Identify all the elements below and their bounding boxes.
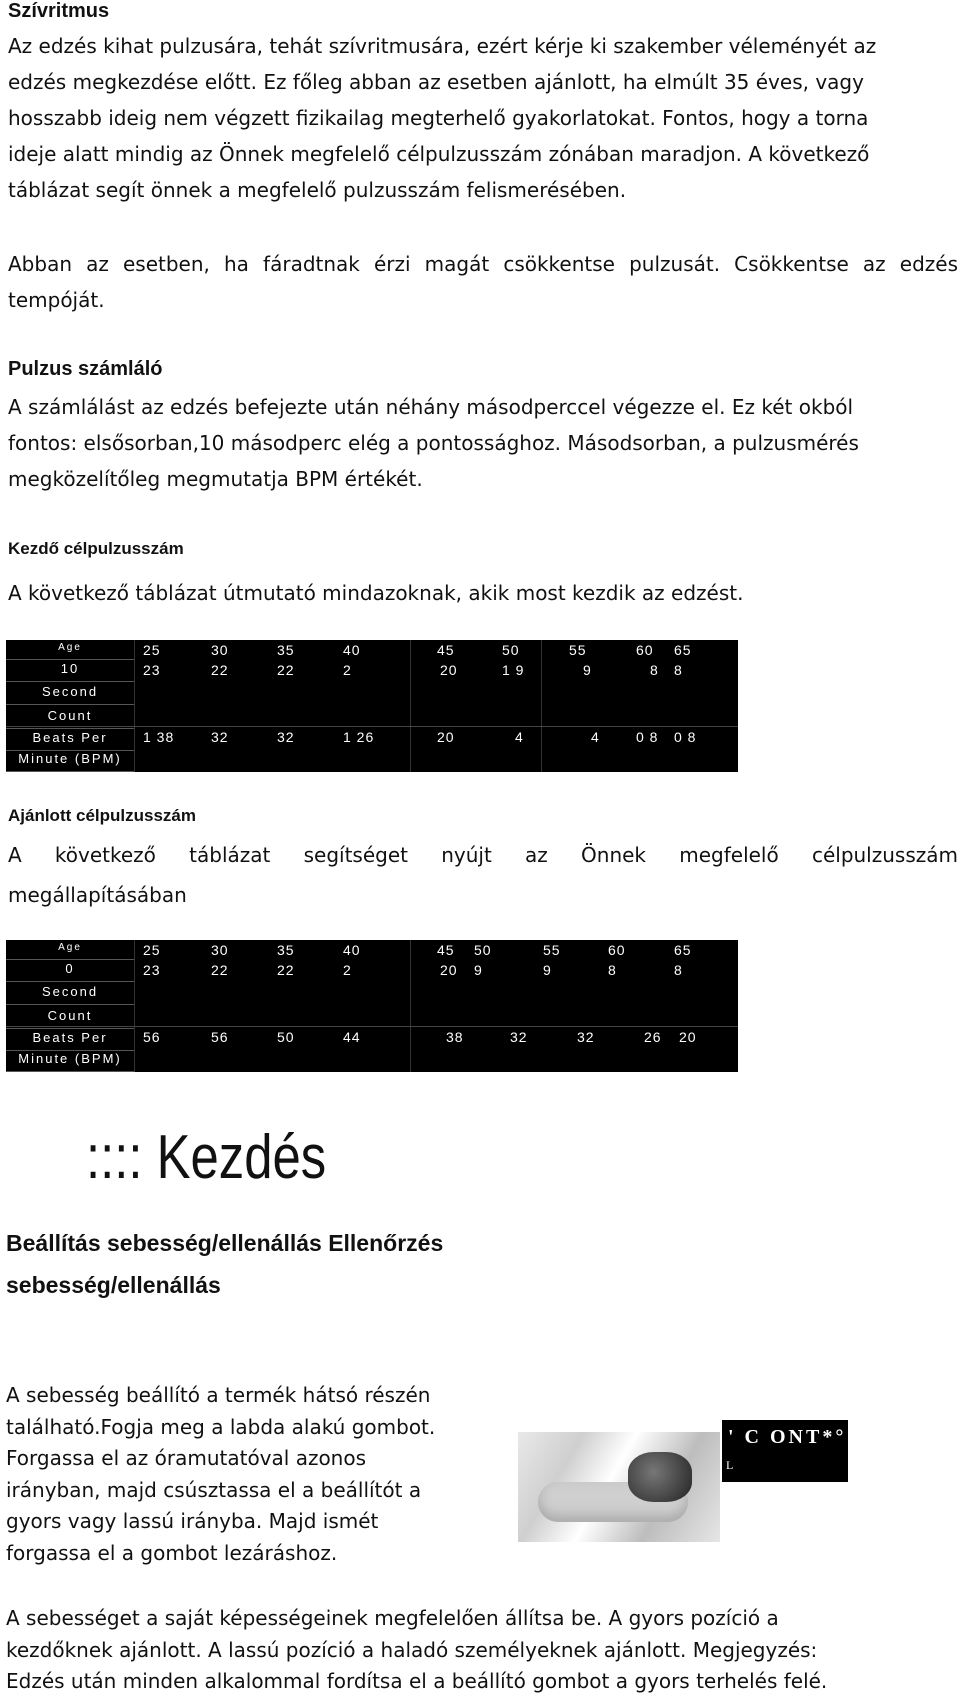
knob-shape — [628, 1452, 692, 1502]
age-cell: 30 — [211, 942, 229, 958]
age-cell: 45 — [437, 942, 455, 958]
note-line: kezdőknek ajánlott. A lassú pozíció a haladó személyeknek ajánlott. Megjegyzés: — [6, 1637, 818, 1662]
recommended-intro-line2: megállapításában — [8, 883, 187, 907]
bpm-cell: 50 — [277, 1029, 295, 1045]
pulse-counter-paragraph — [8, 389, 938, 497]
row-label-seconds: 10 — [6, 661, 134, 682]
bpm-cell: 56 — [211, 1029, 229, 1045]
count-cell: 1 9 — [502, 662, 525, 678]
paragraph-line: Az edzés kihat pulzusára, tehát szívritmusára, ezért kérje ki szakember véleményét az — [8, 34, 877, 58]
paragraph-line: edzés megkezdése előtt. Ez főleg abban az esetben ajánlott, ha elmúlt 35 éves, vagy — [8, 70, 864, 94]
bpm-cell: 32 — [510, 1029, 528, 1045]
note-line: A sebességet a saját képességeinek megfelelően állítsa be. A gyors pozíció a — [6, 1606, 779, 1630]
control-label-text: ' C ONT*° — [728, 1426, 847, 1448]
heart-rate-title: Szívritmus — [8, 0, 110, 22]
age-cell: 35 — [277, 642, 295, 658]
age-cell: 35 — [277, 942, 295, 958]
heart-rate-paragraph — [8, 28, 938, 208]
count-cell: 22 — [211, 962, 229, 978]
bpm-cell: 44 — [343, 1029, 361, 1045]
count-cell: 20 — [440, 962, 458, 978]
count-cell: 8 — [608, 962, 617, 978]
instruction-line: található.Fogja meg a labda alakú gombot. — [6, 1414, 436, 1439]
row-label-minute-bpm: Minute (BPM) — [6, 1051, 134, 1072]
count-cell: 23 — [143, 662, 161, 678]
instruction-line: irányban, majd csúsztassa el a beállítót a — [6, 1477, 422, 1502]
instruction-line: forgassa el a gombot lezáráshoz. — [6, 1540, 338, 1565]
age-cell: 50 — [474, 942, 492, 958]
row-label-beats-per: Beats Per — [6, 1030, 134, 1051]
instruction-line: Forgassa el az óramutatóval azonos — [6, 1446, 367, 1470]
count-cell: 8 — [674, 662, 683, 678]
bpm-cell: 4 — [591, 729, 600, 745]
control-label-sticker — [722, 1420, 848, 1482]
count-cell: 8 — [650, 662, 659, 678]
starter-target-intro: A következő táblázat útmutató mindazoknak, akik most kezdik az edzést. — [8, 581, 744, 605]
paragraph-line: A számlálást az edzés befejezte után néhány másodperccel végezze el. Ez két okból — [8, 395, 854, 419]
bpm-cell: 0 8 — [674, 729, 697, 745]
age-cell: 50 — [502, 642, 520, 658]
column-divider — [410, 640, 411, 772]
count-cell: 9 — [543, 962, 552, 978]
tired-note: Abban az esetben, ha fáradtnak érzi magát csökkentse pulzusát. Csökkentse az edzés tempóját. — [8, 252, 958, 312]
bpm-cell: 26 — [644, 1029, 662, 1045]
subtitle-line: Beállítás sebesség/ellenállás Ellenőrzés — [6, 1230, 444, 1256]
count-cell: 22 — [211, 662, 229, 678]
row-label-second: Second — [6, 684, 134, 705]
age-cell: 60 — [636, 642, 654, 658]
paragraph-line: ideje alatt mindig az Önnek megfelelő célpulzusszám zónában maradjon. A következő — [8, 142, 870, 166]
column-divider — [134, 940, 135, 1072]
age-cell: 25 — [143, 942, 161, 958]
row-label-count: Count — [6, 708, 134, 729]
start-subtitle — [6, 1222, 443, 1306]
age-cell: 25 — [143, 642, 161, 658]
column-divider — [410, 940, 411, 1072]
instruction-line: gyors vagy lassú irányba. Majd ismét — [6, 1509, 379, 1533]
bpm-cell: 32 — [277, 729, 295, 745]
row-label-minute-bpm: Minute (BPM) — [6, 751, 134, 772]
speed-knob-photo — [518, 1432, 720, 1542]
count-cell: 2 — [343, 962, 352, 978]
bpm-cell: 20 — [679, 1029, 697, 1045]
count-cell: 8 — [674, 962, 683, 978]
bpm-cell: 38 — [446, 1029, 464, 1045]
count-cell: 20 — [440, 662, 458, 678]
starter-target-title: Kezdő célpulzusszám — [8, 539, 184, 558]
note-line: Edzés után minden alkalommal fordítsa el a beállító gombot a gyors terhelés felé. — [6, 1669, 828, 1693]
instruction-line: A sebesség beállító a termék hátsó részén — [6, 1383, 431, 1407]
bpm-cell: 56 — [143, 1029, 161, 1045]
starter-target-table — [6, 640, 738, 772]
bpm-cell: 32 — [211, 729, 229, 745]
paragraph-line: megközelítőleg megmutatja BPM értékét. — [8, 467, 423, 491]
column-divider — [541, 640, 542, 772]
recommended-target-title: Ajánlott célpulzusszám — [8, 806, 196, 825]
bpm-cell: 32 — [577, 1029, 595, 1045]
age-cell: 45 — [437, 642, 455, 658]
row-label-age: Age — [6, 642, 134, 660]
pulse-counter-title: Pulzus számláló — [8, 358, 163, 380]
column-divider — [134, 640, 135, 772]
age-cell: 65 — [674, 642, 692, 658]
row-label-second: Second — [6, 984, 134, 1005]
row-label-beats-per: Beats Per — [6, 730, 134, 751]
count-cell: 22 — [277, 962, 295, 978]
bpm-cell: 0 8 — [636, 729, 659, 745]
age-cell: 40 — [343, 642, 361, 658]
paragraph-line: fontos: elsősorban,10 másodperc elég a pontossághoz. Másodsorban, a pulzusmérés — [8, 431, 859, 455]
speed-note-paragraph — [6, 1603, 956, 1698]
count-cell: 2 — [343, 662, 352, 678]
age-cell: 30 — [211, 642, 229, 658]
recommended-intro-line1: A következő táblázat segítséget nyújt az Önnek megfelelő célpulzusszám — [8, 843, 958, 867]
bpm-cell: 20 — [437, 729, 455, 745]
bpm-cell: 1 38 — [143, 729, 175, 745]
recommended-target-table — [6, 940, 738, 1072]
row-label-seconds: 0 — [6, 961, 134, 982]
age-cell: 60 — [608, 942, 626, 958]
age-cell: 40 — [343, 942, 361, 958]
start-title: :::: Kezdés — [86, 1123, 327, 1192]
paragraph-line: táblázat segít önnek a megfelelő pulzusszám felismerésében. — [8, 178, 627, 202]
age-cell: 55 — [569, 642, 587, 658]
paragraph-line: hosszabb ideig nem végzett fizikailag megterhelő gyakorlatokat. Fontos, hogy a torna — [8, 106, 869, 130]
subtitle-line: sebesség/ellenállás — [6, 1272, 221, 1298]
bpm-cell: 1 26 — [343, 729, 375, 745]
count-cell: 9 — [474, 962, 483, 978]
count-cell: 9 — [583, 662, 592, 678]
speed-adjuster-instructions — [6, 1380, 476, 1569]
row-label-count: Count — [6, 1008, 134, 1029]
count-cell: 23 — [143, 962, 161, 978]
row-label-age: Age — [6, 942, 134, 960]
control-label-sub: L — [726, 1458, 734, 1472]
bpm-cell: 4 — [515, 729, 524, 745]
count-cell: 22 — [277, 662, 295, 678]
age-cell: 65 — [674, 942, 692, 958]
age-cell: 55 — [543, 942, 561, 958]
